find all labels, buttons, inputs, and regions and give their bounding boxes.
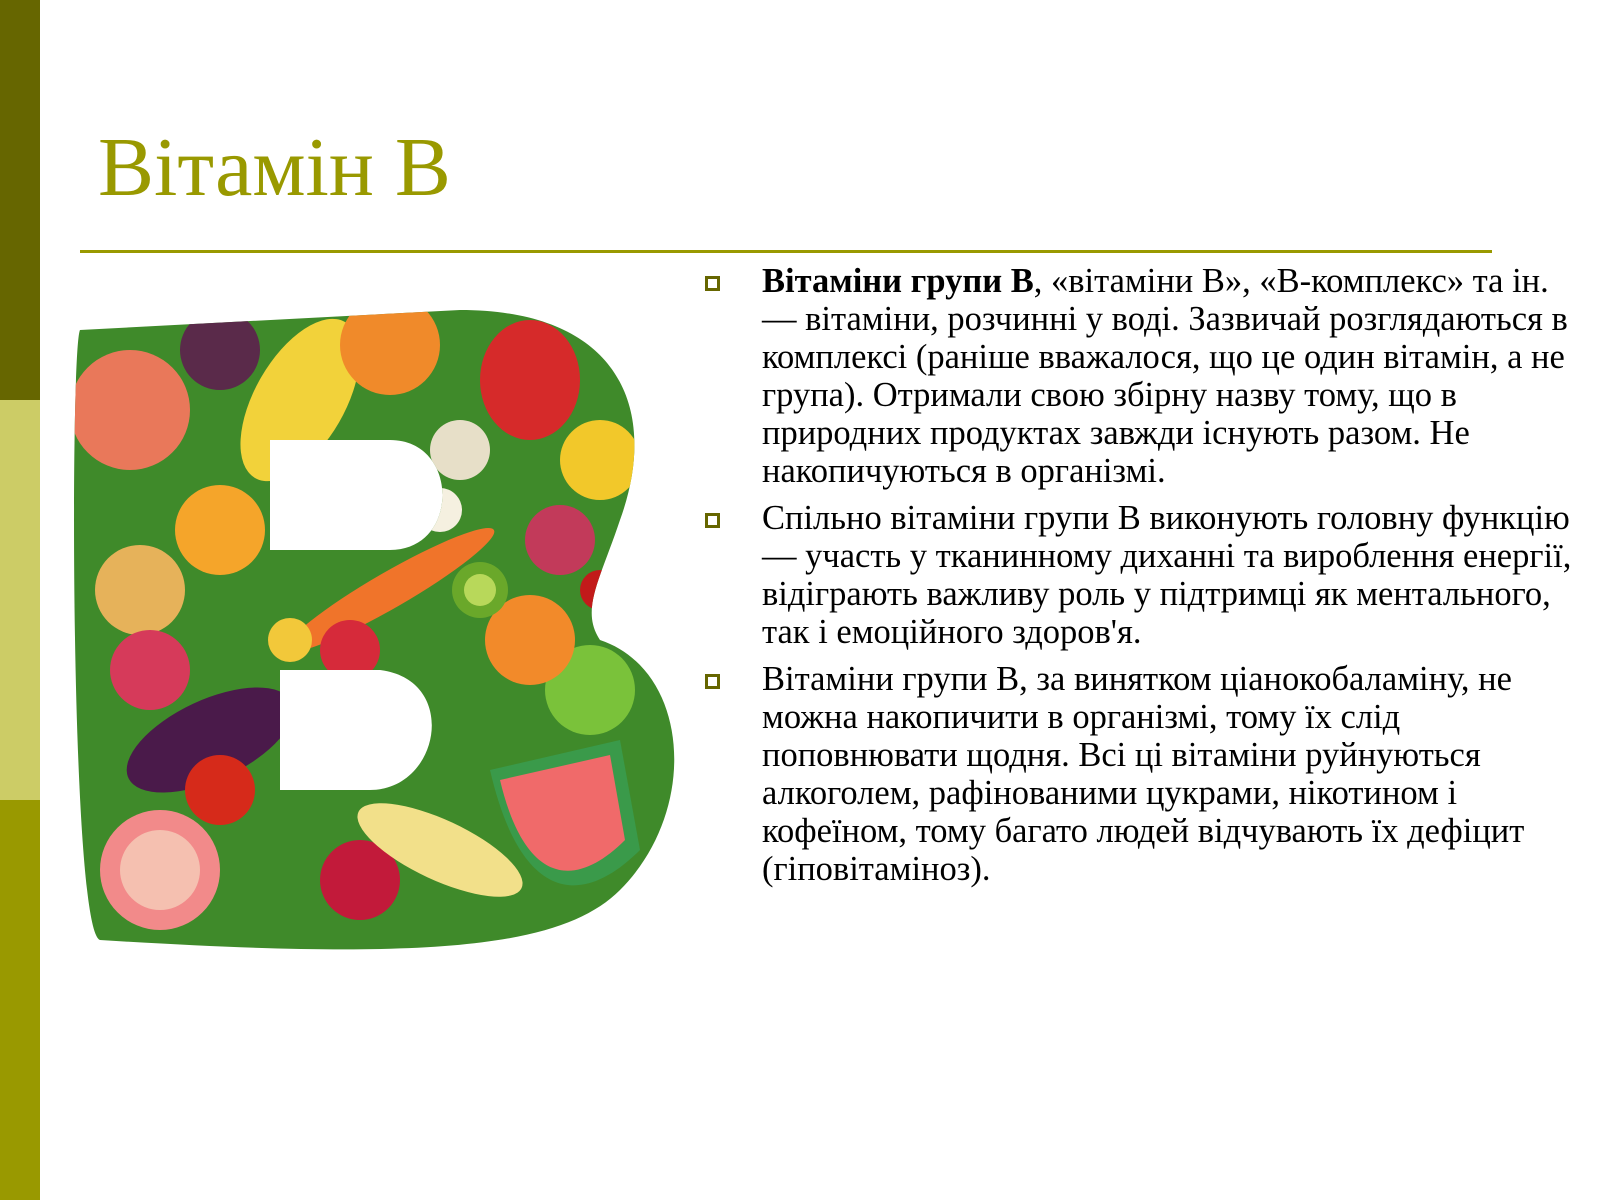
bullet-text: Вітаміни групи В, за винятком ціанокобаламіну, не можна накопичити в організмі, тому їх слід поповнювати щодня. Всі ці вітаміни руйнуються алкоголем, рафінованими цукрами, нікотином і кофеїном, тому багато людей відчувають їх дефіцит (гіповітаміноз). (762, 660, 1525, 888)
square-bullet-icon (705, 674, 720, 689)
square-bullet-icon (705, 513, 720, 528)
bullet-list (705, 262, 1585, 897)
bullet-text: Спільно вітаміни групи В виконують головну функцію — участь у тканинному диханні та вироблення енергії, відіграють важливу роль у підтримці як ментального, так і емоційного здоров'я. (762, 499, 1572, 651)
bullet-bold-text: Вітаміни групи В (762, 262, 1034, 300)
vegetable-letter-b-image (60, 290, 700, 980)
side-bar-dark (0, 0, 40, 400)
bullet-item (705, 499, 1585, 651)
bullet-item (705, 660, 1585, 888)
bullet-text: , «вітаміни В», «B-комплекс» та ін. — вітаміни, розчинні у воді. Зазвичай розглядаються в комплексі (раніше вважалося, що це один вітамін, а не група). Отримали свою збірну назву тому, що в природних продуктах завжди існують разом. Не накопичуються в організмі. (762, 262, 1568, 490)
square-bullet-icon (705, 276, 720, 291)
side-bar-olive (0, 800, 40, 1200)
slide-title: Вітамін В (98, 121, 451, 214)
side-bar-light (0, 400, 40, 800)
bullet-item (705, 262, 1585, 490)
title-underline (80, 250, 1492, 253)
